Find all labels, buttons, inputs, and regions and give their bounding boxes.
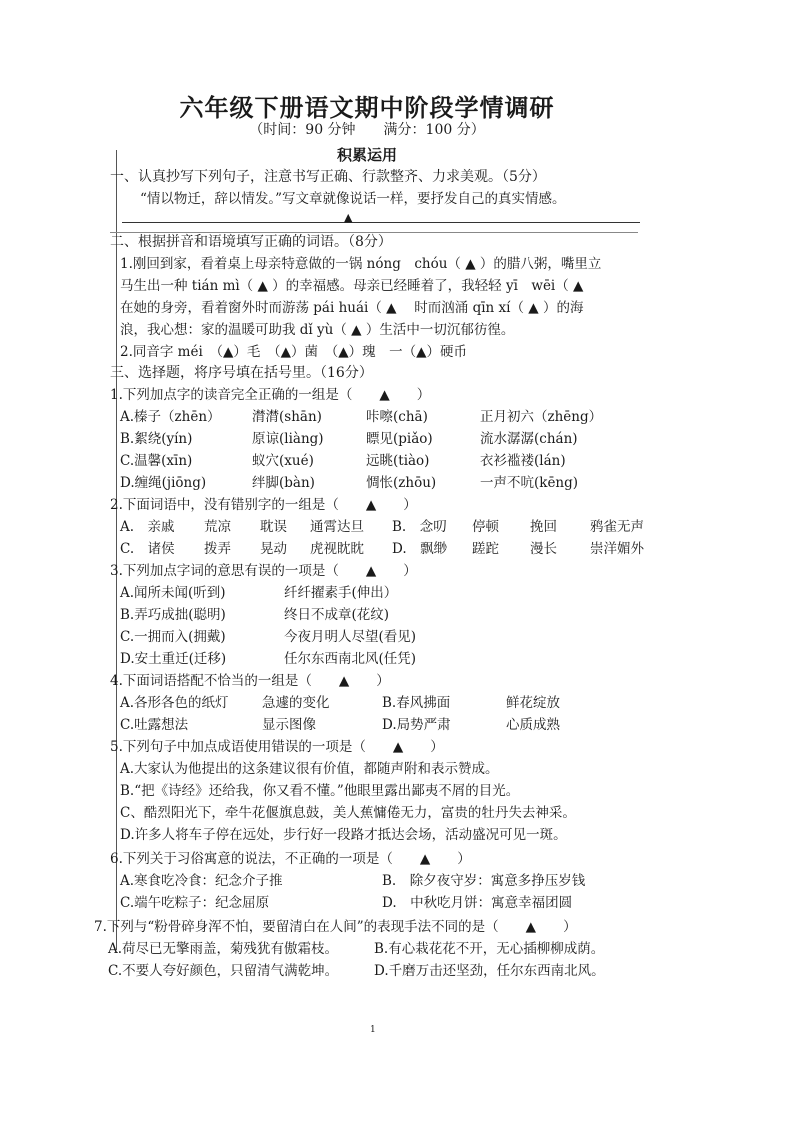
section-heading: 积累运用 xyxy=(336,146,397,164)
option-line: B.“把《诗经》还给我，你又看不懂。”他眼里露出鄙夷不屑的目光。 xyxy=(120,783,520,799)
option-line: A.大家认为他提出的这条建议很有价值，都随声附和表示赞成。 xyxy=(120,761,499,777)
option-line: D.许多人将车子停在远处，步行好一段路才抵达会场，活动盛况可见一斑。 xyxy=(120,827,567,843)
binding-margin-line xyxy=(116,150,117,950)
option-line: C、酷烈阳光下，牵牛花偃旗息鼓，美人蕉慵倦无力，富贵的牡丹失去神采。 xyxy=(120,805,576,821)
q2-line: 1.刚回到家，看着桌上母亲特意做的一锅 nóng chóu（ ▲ ）的腊八粥，嘴里立 xyxy=(120,256,602,272)
question-stem: 2.下面词语中，没有错别字的一组是（ ▲ ） xyxy=(110,497,417,513)
q1-text: “情以物迁，辞以情发。”写文章就像说话一样，要抒发自己的真实情感。 xyxy=(140,191,566,207)
q2-line: 在她的身旁，看着窗外时而游荡 pái huái（ ▲ 时而汹涌 qīn xí（ ▲ ）的海 xyxy=(120,300,584,316)
page-number: 1 xyxy=(370,1025,376,1035)
question-stem: 6.下列关于习俗寓意的说法，不正确的一项是（ ▲ ） xyxy=(110,851,471,867)
question-stem: 7.下列与“粉骨碎身浑不怕，要留清白在人间”的表现手法不同的是（ ▲ ） xyxy=(94,919,577,935)
answer-mark: ▲ xyxy=(344,211,353,224)
question-stem: 5.下列句子中加点成语使用错误的一项是（ ▲ ） xyxy=(110,739,444,755)
page-title: 六年级下册语文期中阶段学情调研 xyxy=(179,93,555,122)
copy-line xyxy=(122,222,640,223)
q2-line: 马生出一种 tián mì（ ▲ ）的幸福感。母亲已经睡着了，我轻轻 yī wēi（ ▲ xyxy=(120,278,584,294)
exam-page: 六年级下册语文期中阶段学情调研 （时间：90 分钟 满分：100 分） 积累运用 一、认真抄写下列句子，注意书写正确、行款整齐、力求美观。（5分） “情以物迁，辞以情发。”写文章就像说话一样，要抒发自己的真实情感。 ▲ 二、根据拼音和语境填写正确的词语。（8分） 1.刚回到家，看着桌上母亲特意做的一锅 nóng chóu（ ▲ ）的腊八粥，嘴里立 马生出一种 tián mì（ ▲ ）的幸福感。母亲已经睡着了，我轻轻 yī wēi（ ▲ 在她的身旁，看着窗外时而游荡 pái huái（ ▲ 时而汹涌 qīn xí（ ▲ ）的海 浪，我心想：家的温暖可助我 dǐ yù（ ▲ ）生活中一切沉郁彷徨。 2.同音字 méi （▲）毛 （▲）菌 （▲）瑰 一（▲）硬币 三、选择题，将序号填在括号里。（16分） 1.下列加点字的读音完全正确的一组是（ ▲ ） A.榛子（zhēn） 潸潸(shān) 咔嚓(chā) 正月初六（zhēng） B.絮绕(yín) 原谅(liàng) 瞟见(piǎo) 流水潺潺(chán) C.温馨(xīn) 蚁穴(xué) 远眺(tiào) 衣衫褴褛(lán) D.缠绳(jiōng) 绊脚(bàn) 惆怅(zhōu) 一声不吭(kēng) 2.下面词语中，没有错别字的一组是（ ▲ ） A. 亲戚 荒凉 耽误 通霄达旦 B. 念叨 停顿 挽回 鸦雀无声 C. 诸侯 拨弄 晃动 虎视眈眈 D. 飘缈 蹉跎 漫长 崇洋媚外 3.下列加点字词的意思有误的一项是（ ▲ ） A.闻所未闻(听到) 纤纤擢素手(伸出） B.弄巧成拙(聪明) 终日不成章(花纹) C.一拥而入(拥戴) 今夜月明人尽望(看见) D.安土重迁(迁移) 任尔东西南北风(任凭) 4.下面词语搭配不恰当的一组是（ ▲ ） A.各形各色的纸灯 急遽的变化 B.春风拂面 鲜花绽放 C.吐露想法 显示图像 D.局势严肃 心质成熟 5.下列句子中加点成语使用错误的一项是（ ▲ ） A.大家认为他提出的这条建议很有价值，都随声附和表示赞成。 B.“把《诗经》还给我，你又看不懂。”他眼里露出鄙夷不屑的目光。 C、酷烈阳光下，牵牛花偃旗息鼓，美人蕉慵倦无力，富贵的牡丹失去神采。 D.许多人将车子停在远处，步行好一段路才抵达会场，活动盛况可见一斑。 6.下列关于习俗寓意的说法，不正确的一项是（ ▲ ） A.寒食吃冷食：纪念介子推 B. 除夕夜守岁：寓意多挣压岁钱 C.端午吃粽子：纪念屈原 D. 中秋吃月饼：寓意幸福团圆 7.下列与“粉骨碎身浑不怕，要留清白在人间”的表现手法不同的是（ ▲ ） A.荷尽已无擎雨盖，菊残犹有傲霜枝。 B.有心栽花花不开，无心插柳柳成荫。 C.不要人夸好颜色，只留清气满乾坤。 D.千磨万击还坚劲，任尔东西南北风。 1 xyxy=(0,0,794,1123)
question-stem: 1.下列加点字的读音完全正确的一组是（ ▲ ） xyxy=(110,387,431,403)
q1-heading: 一、认真抄写下列句子，注意书写正确、行款整齐、力求美观。（5分） xyxy=(110,169,546,185)
q3-heading: 三、选择题，将序号填在括号里。（16分） xyxy=(110,365,373,381)
exam-info: （时间：90 分钟 满分：100 分） xyxy=(249,122,485,138)
question-stem: 4.下面词语搭配不恰当的一组是（ ▲ ） xyxy=(110,673,390,689)
q2-heading: 二、根据拼音和语境填写正确的词语。（8分） xyxy=(110,234,392,250)
question-stem: 3.下列加点字词的意思有误的一项是（ ▲ ） xyxy=(110,563,417,579)
q2-line: 2.同音字 méi （▲）毛 （▲）菌 （▲）瑰 一（▲）硬币 xyxy=(120,344,468,360)
q2-line: 浪，我心想：家的温暖可助我 dǐ yù（ ▲ ）生活中一切沉郁彷徨。 xyxy=(120,322,515,338)
